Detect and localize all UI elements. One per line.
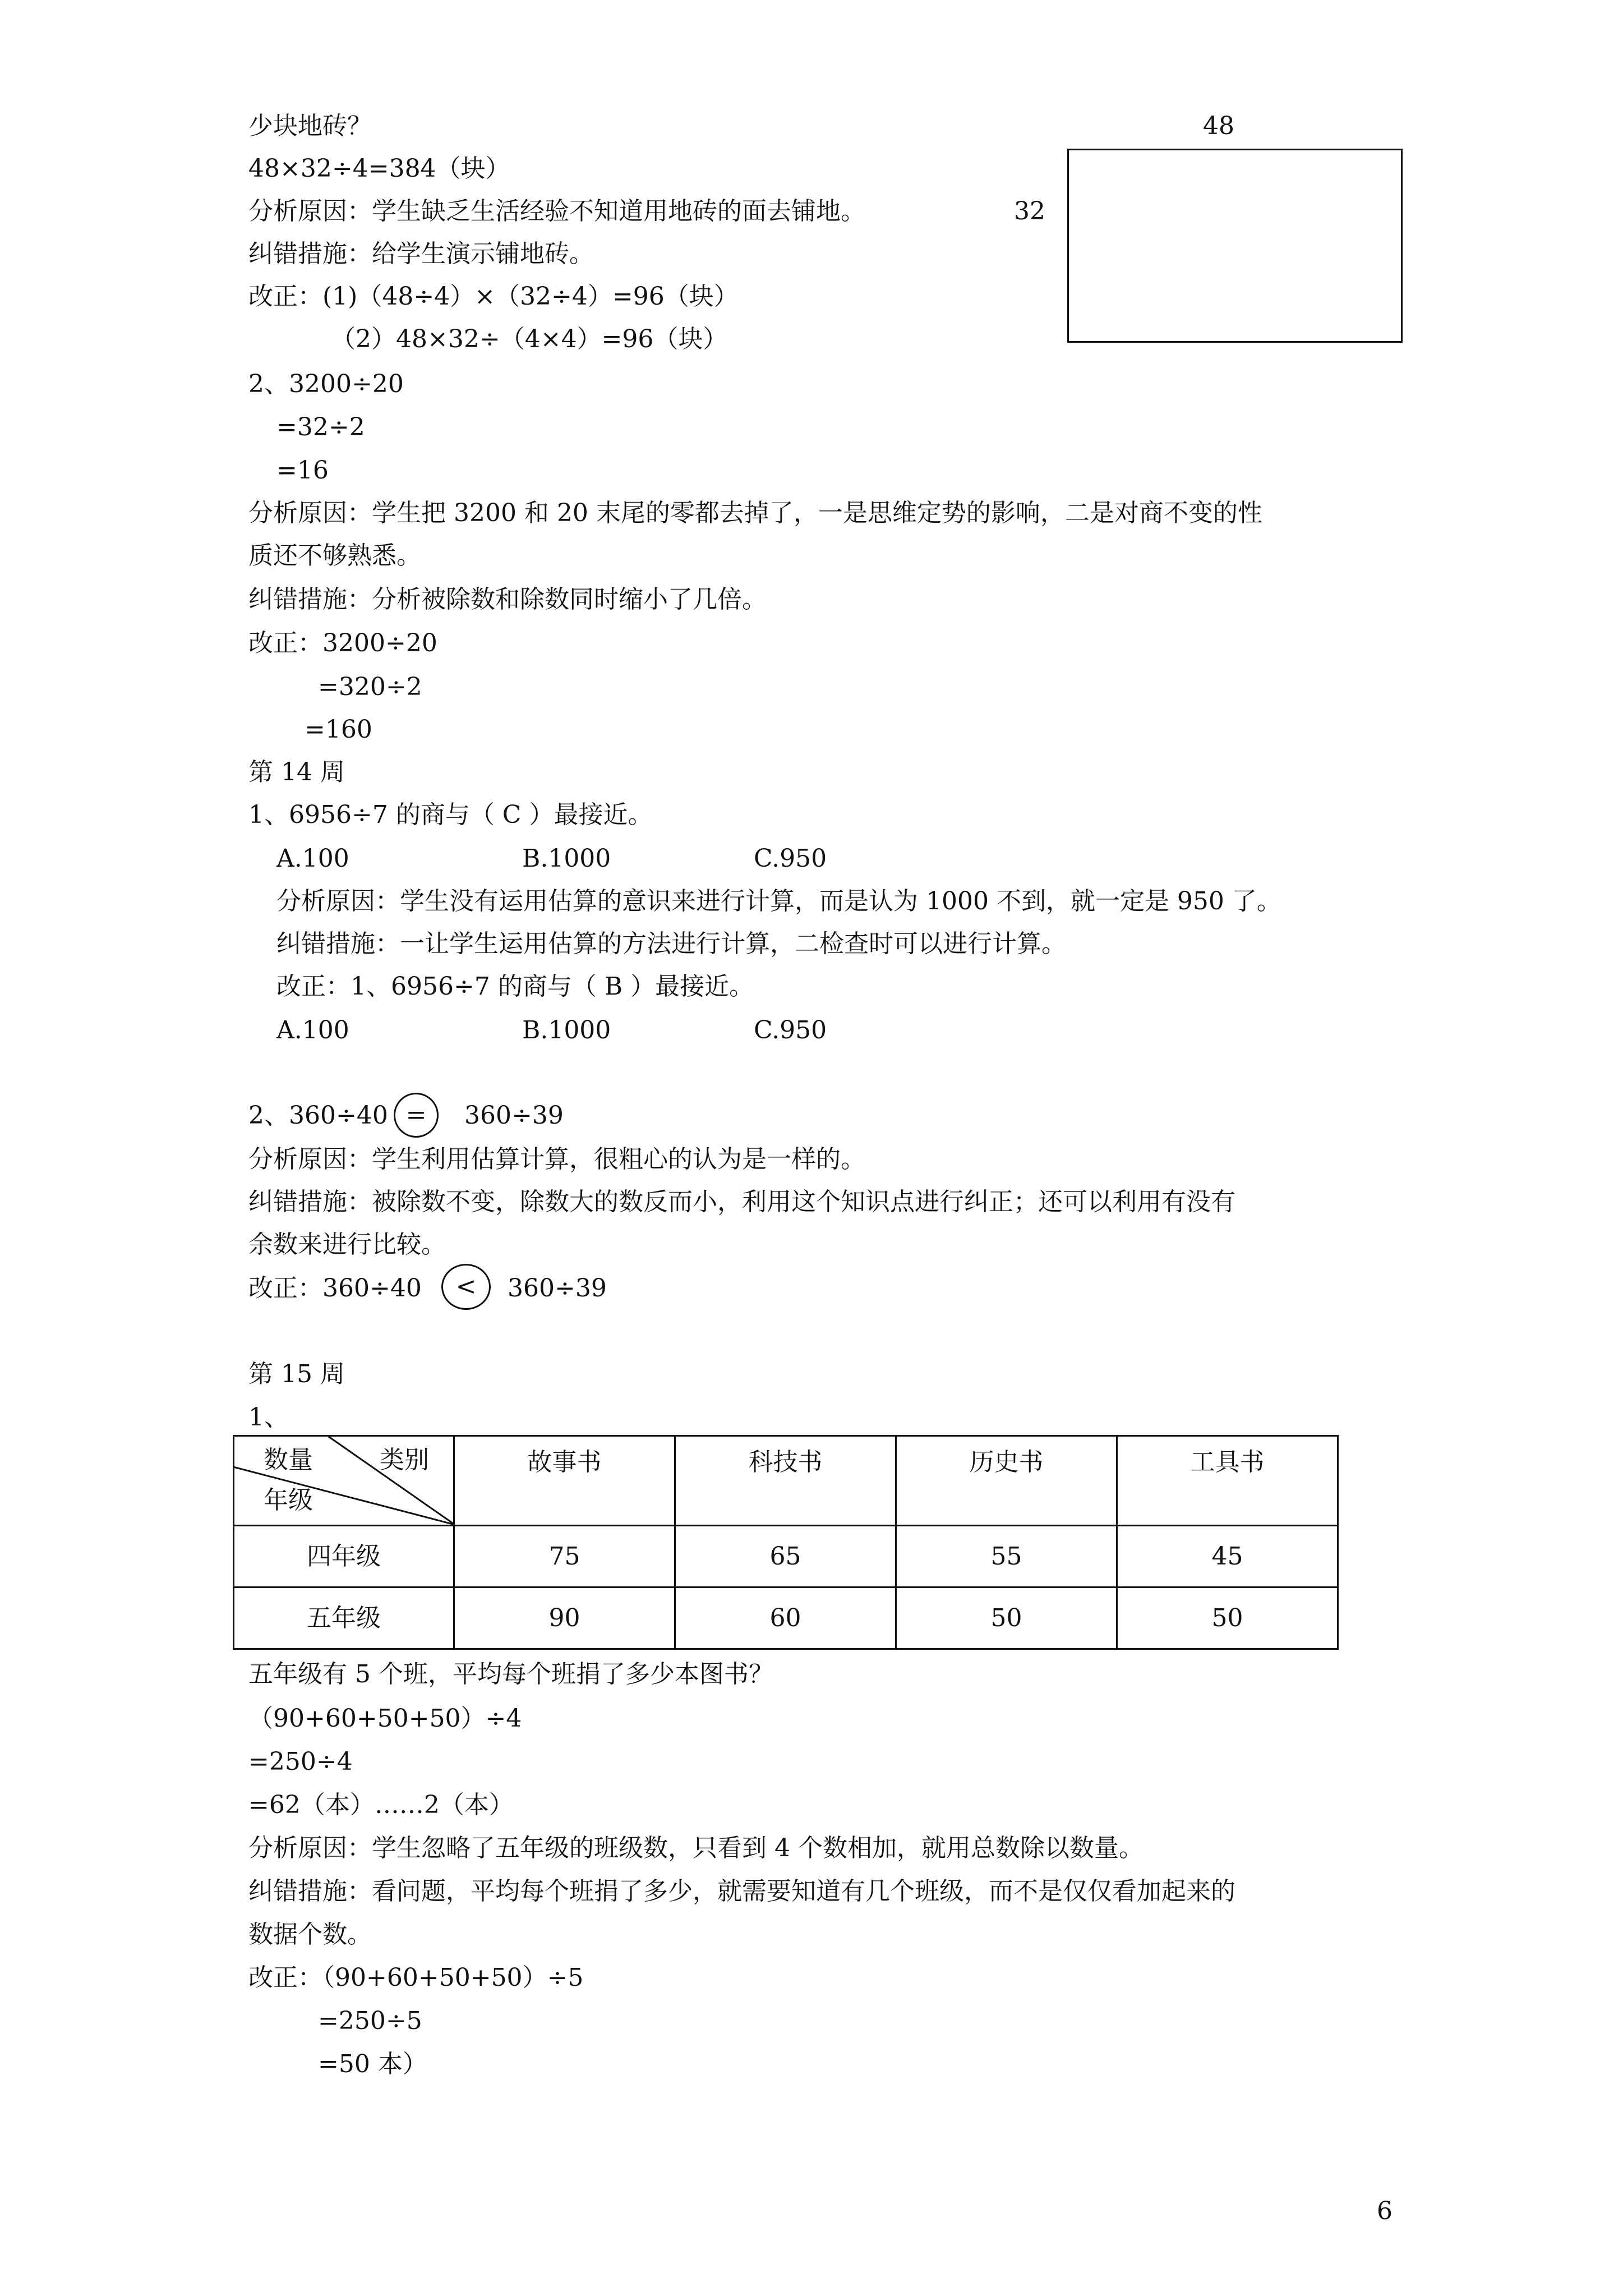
text-line: =50 本） — [318, 2050, 427, 2078]
option-a: A.100 — [276, 844, 349, 873]
circled-equals: = — [405, 1101, 427, 1129]
option-c: C.950 — [754, 844, 827, 873]
option-a: A.100 — [276, 1016, 349, 1045]
text-line: 五年级有 5 个班，平均每个班捐了多少本图书？ — [248, 1660, 773, 1688]
column-header — [454, 1436, 675, 1526]
text-line: 改正：3200÷20 — [248, 629, 437, 657]
text-line: =160 — [305, 715, 372, 744]
text-line: 分析原因：学生把 3200 和 20 末尾的零都去掉了，一是思维定势的影响，二是对商不变的性 — [248, 499, 1262, 527]
column-header — [1117, 1436, 1338, 1526]
text-line: 纠错措施：被除数不变，除数大的数反而小，利用这个知识点进行纠正；还可以利用有没有 — [248, 1188, 1235, 1216]
table-cell: 45 — [1117, 1526, 1338, 1588]
text-line: 纠错措施：给学生演示铺地砖。 — [248, 240, 594, 268]
text-line: 纠错措施：一让学生运用估算的方法进行计算，二检查时可以进行计算。 — [276, 930, 1066, 958]
column-header — [675, 1436, 896, 1526]
text-line: 质还不够熟悉。 — [248, 541, 421, 570]
section-heading: 第 14 周 — [248, 758, 345, 786]
figure-label-top: 48 — [1203, 112, 1234, 140]
option-b: B.1000 — [522, 844, 611, 873]
row-label: 五年级 — [234, 1588, 454, 1649]
column-header-label: 科技书 — [748, 1448, 823, 1476]
corner-category: 类别 — [380, 1446, 429, 1474]
table-cell: 65 — [675, 1526, 896, 1588]
table-row — [234, 1526, 1338, 1588]
text-line: =250÷4 — [248, 1747, 353, 1776]
text-line: 分析原因：学生缺乏生活经验不知道用地砖的面去铺地。 — [248, 197, 865, 226]
column-header — [896, 1436, 1117, 1526]
text-line: =16 — [276, 456, 329, 485]
table-cell: 50 — [896, 1588, 1117, 1649]
text-line: 改正：（90+60+50+50）÷5 — [248, 1963, 584, 1992]
text-line: 改正：(1)（48÷4）×（32÷4）=96（块） — [248, 282, 739, 311]
text-line: =320÷2 — [318, 673, 422, 701]
column-header-label: 故事书 — [527, 1448, 602, 1476]
text-line: 48×32÷4=384（块） — [248, 154, 510, 183]
text-line: 1、 — [248, 1403, 289, 1432]
text-line: 分析原因：学生忽略了五年级的班级数，只看到 4 个数相加，就用总数除以数量。 — [248, 1834, 1144, 1862]
text-line: （2）48×32÷（4×4）=96（块） — [331, 325, 728, 353]
text-line: 纠错措施：看问题，平均每个班捐了多少，就需要知道有几个班级，而不是仅仅看加起来的 — [248, 1877, 1235, 1906]
text-line: 数据个数。 — [248, 1920, 372, 1949]
row-label: 四年级 — [234, 1526, 454, 1588]
table-cell: 90 — [454, 1588, 675, 1649]
text-line: 分析原因：学生没有运用估算的意识来进行计算，而是认为 1000 不到，就一定是 950 了。 — [276, 887, 1281, 915]
text-line: 改正：360÷40 — [248, 1274, 422, 1303]
text-line: 纠错措施：分析被除数和除数同时缩小了几倍。 — [248, 585, 767, 614]
data-table — [233, 1435, 1339, 1650]
text-line: =62（本）……2（本） — [248, 1791, 514, 1819]
corner-grade: 年级 — [264, 1486, 313, 1515]
column-header-label: 工具书 — [1190, 1448, 1265, 1476]
column-header-label: 历史书 — [969, 1448, 1044, 1476]
table-corner-cell — [234, 1436, 454, 1526]
figure-label-left: 32 — [1014, 197, 1045, 226]
circled-symbol — [394, 1093, 439, 1138]
corner-quantity: 数量 — [264, 1446, 313, 1474]
table-row — [234, 1588, 1338, 1649]
text-line: 1、6956÷7 的商与（ C ）最接近。 — [248, 800, 653, 829]
text-line: 2、3200÷20 — [248, 370, 404, 398]
option-b: B.1000 — [522, 1016, 611, 1045]
text-line: 360÷39 — [508, 1274, 607, 1303]
text-line: 360÷39 — [464, 1101, 564, 1130]
text-line: 2、360÷40 — [248, 1101, 388, 1130]
text-line: =32÷2 — [276, 413, 365, 441]
rectangle-figure — [1067, 149, 1403, 343]
circled-symbol — [441, 1264, 491, 1310]
table-cell: 55 — [896, 1526, 1117, 1588]
table-cell: 60 — [675, 1588, 896, 1649]
table-cell: 50 — [1117, 1588, 1338, 1649]
page-number: 6 — [1377, 2197, 1393, 2225]
circled-less-than: < — [455, 1272, 477, 1301]
text-line: =250÷5 — [318, 2007, 422, 2035]
text-line: （90+60+50+50）÷4 — [248, 1704, 522, 1733]
option-c: C.950 — [754, 1016, 827, 1045]
text-line: 改正：1、6956÷7 的商与（ B ）最接近。 — [276, 972, 754, 1001]
text-line: 余数来进行比较。 — [248, 1230, 446, 1259]
section-heading: 第 15 周 — [248, 1360, 345, 1388]
table-cell: 75 — [454, 1526, 675, 1588]
text-line: 分析原因：学生利用估算计算，很粗心的认为是一样的。 — [248, 1145, 865, 1174]
text-line: 少块地砖？ — [248, 112, 372, 140]
